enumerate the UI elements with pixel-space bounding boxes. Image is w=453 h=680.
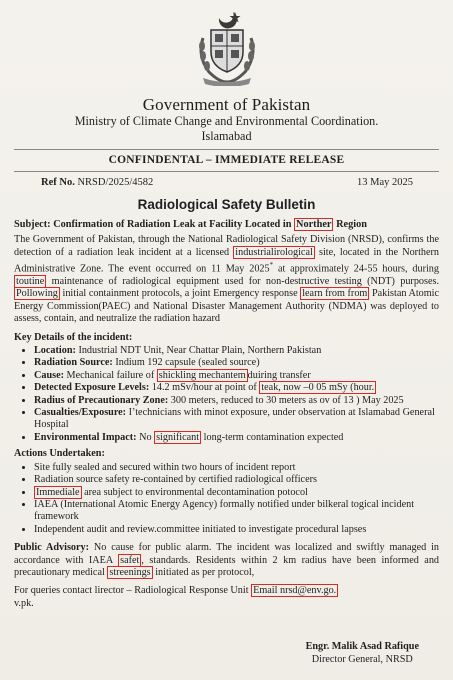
detail-value: long-term contamination expected [203, 431, 344, 443]
highlighted-error: toutine [16, 276, 45, 288]
highlighted-error: industrialirological [235, 246, 313, 258]
list-item [34, 357, 439, 369]
highlighted-error: streenings [109, 566, 151, 578]
detail-label: Radius of Precautionary Zone: [34, 394, 169, 406]
highlighted-error: learn from from [302, 288, 368, 300]
list-item: • Site fully sealed and secured within two hours of incident report [34, 462, 439, 474]
highlighted-error: Immediale [36, 486, 80, 498]
intro-text: site, located in the Northern Administrative Zone. The event occurred on 11 May 2025 [14, 246, 439, 275]
highlighted-error: Pollowing [16, 288, 58, 300]
advisory-text: , standards. Residents within 2 km radius have been informed and precautionary medical [14, 554, 440, 578]
ministry-line: Ministry of Climate Change and Environmental Coordination. [74, 114, 379, 128]
detail-label: Location: [34, 345, 76, 357]
footnote-mark: * [269, 261, 274, 270]
detail-label: Environmental Impact: [34, 431, 137, 443]
actions-heading: Actions Undertaken: [14, 448, 105, 460]
signatory-title: Director General, NRSD [311, 653, 413, 665]
action-text: area subject to environmental decontamination potocol [84, 486, 308, 498]
intro-text: at approximately 24-55 hours, during [277, 263, 439, 275]
advisory-text: No cause for public alarm. The incident was localized and swiftly managed in accordance with IAEA [14, 542, 440, 566]
highlighted-error: significant [156, 431, 200, 443]
classification-divider [14, 171, 439, 172]
list-item: • IAEA (International Atomic Energy Agency) formally notified under bilkeral togical incident framework [34, 499, 439, 524]
detail-label: Cause: [34, 369, 64, 381]
intro-text: The Government of Pakistan, through the National Radiological Safety Division (NRSD), confirms the detection of a radiation leak incident at a licensed [14, 234, 439, 258]
intro-text: initial containment protocols, a joint Emergency response [62, 288, 298, 300]
advisory-label: Public Advisory: [14, 542, 90, 554]
highlighted-error: safet [120, 554, 140, 566]
bulletin-body [14, 219, 439, 610]
list-item: • Independent audit and review.committee initiated to investigate procedural lapses [34, 524, 439, 536]
key-details-list [14, 345, 439, 444]
public-advisory [14, 542, 439, 579]
contact-email[interactable]: Email nrsd@env.go. [253, 585, 337, 597]
detail-value: Mechanical failure of [66, 369, 155, 381]
contact-text: For queries contact lirector – Radiological Response Unit [14, 585, 249, 597]
ministry-name [0, 114, 453, 144]
highlighted-error: teak, now –0 05 mSy (hour. [261, 382, 375, 394]
subject-text: Confirmation of Radiation Leak at Facility Located in [53, 219, 292, 230]
subject-line [14, 219, 439, 231]
reference-line [41, 177, 413, 188]
header-divider [14, 149, 439, 150]
intro-paragraph [14, 234, 439, 325]
advisory-text: initiated as per protocol, [155, 566, 255, 578]
ref-value: NRSD/2025/4582 [77, 177, 154, 188]
bulletin-title: Radiological Safety Bulletin [137, 197, 316, 212]
classification-label: CONFINDENTAL – IMMEDIATE RELEASE [108, 154, 345, 166]
signature-block [306, 641, 419, 666]
list-item: • Radiation source safety re-contained by certified radiological officers [34, 474, 439, 486]
actions-list [14, 462, 439, 536]
state-emblem-icon [193, 8, 261, 86]
subject-text-end: Region [336, 219, 367, 230]
detail-value: duiring transfer [247, 369, 311, 381]
list-item [34, 345, 439, 357]
government-title: Government of Pakistan [142, 95, 311, 114]
list-item [34, 395, 439, 407]
bulletin-date: 13 May 2025 [357, 177, 413, 188]
highlighted-error: Norther [296, 219, 332, 230]
detail-value: Indium 192 capsule (sealed source) [115, 357, 260, 369]
list-item [34, 432, 439, 444]
key-details-heading: Key Details of the incident: [14, 331, 133, 343]
signatory-name: Engr. Malik Asad Rafique [305, 641, 419, 652]
detail-label: Casualties/Exposure: [34, 407, 127, 419]
list-item [34, 382, 439, 394]
subject-label: Subject: [14, 219, 51, 230]
detail-value: No [139, 431, 152, 443]
contact-line [14, 585, 439, 610]
detail-value: I’technicians with minot exposure, under observation at Islamabad General Hospital [34, 407, 435, 431]
list-item [34, 487, 439, 499]
list-item [34, 407, 439, 432]
detail-value: 14.2 mSv/hour at point of [151, 382, 257, 394]
detail-value: 300 meters, reduced to 30 meters as ov of 13 ) May 2025 [170, 394, 404, 406]
intro-text: Pakistan Atomic Energy Commission(PAEC) and National Disaster Management Authority (NDMA) was deployed to assess, contain, and neutralize the radiation hazard [14, 288, 440, 325]
contact-email-tail: v.pk. [14, 597, 34, 609]
detail-value: Industrial NDT Unit, Near Chattar Plain, Northern Pakistan [78, 345, 322, 357]
list-item [34, 370, 439, 382]
city-line: Islamabad [201, 129, 252, 143]
highlighted-error: shickling mechantem [158, 369, 246, 381]
reference-number [41, 177, 153, 188]
detail-label: Detected Exposure Levels: [34, 382, 150, 394]
intro-text: maintenance of radiological equipment used for non-destructive testing (NDT) purposes. [51, 276, 439, 288]
ref-label: Ref No. [41, 177, 75, 188]
detail-label: Radiation Source: [34, 357, 113, 369]
